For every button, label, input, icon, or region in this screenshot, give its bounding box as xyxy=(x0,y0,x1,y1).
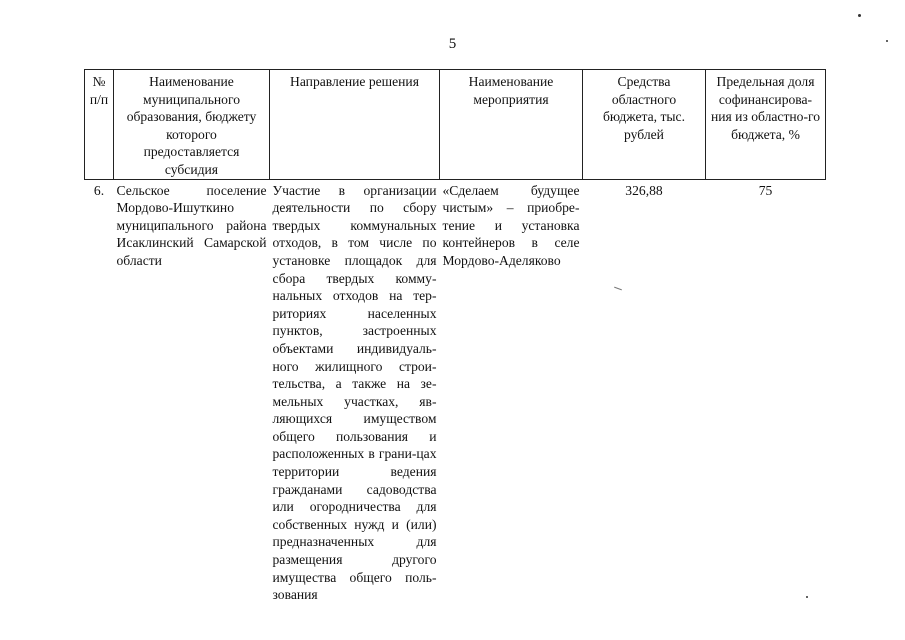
table-row xyxy=(85,179,826,604)
header-direction: Направление решения xyxy=(270,70,440,180)
scan-speck xyxy=(886,40,888,42)
header-municipality: Наименование муниципального образования, бюджету которого предоставляется субсидия xyxy=(114,70,270,180)
cell-municipality: Сельское поселение Мордово-Ишуткино муниципального района Исаклинский Самарской области xyxy=(116,182,267,268)
header-event: Наименование мероприятия xyxy=(440,70,583,180)
scan-speck xyxy=(806,596,808,598)
cell-share: 75 xyxy=(758,182,773,198)
scan-speck xyxy=(858,14,861,17)
table-header-row xyxy=(85,70,826,180)
page-number: 5 xyxy=(448,36,457,52)
header-number: № п/п xyxy=(85,70,114,180)
header-funds: Средства областного бюджета, тыс. рублей xyxy=(583,70,706,180)
header-share: Предельная доля софинансирова-ния из областно-го бюджета, % xyxy=(706,70,826,180)
cell-funds: 326,88 xyxy=(625,182,663,198)
cell-event: «Сделаем будущее чистым» – приобре-тение и установка контейнеров в селе Мордово-Аделяково xyxy=(442,182,580,268)
cell-direction: Участие в организации деятельности по сбору твердых коммунальных отходов, в том числе по установке площадок для сбора твердых комму-нальных отходов на тер-риториях населенных пунктов, застроенных объектами индивидуаль-ного жилищного строи-тельства, а также на зе-мельных участках, яв-ляющихся имуществом общего пользования и расположенных в грани-цах территории ведения гражданами садоводства или огородничества для собственных нужд и (или) предназначенных для размещения другого имущества общего поль-зования xyxy=(272,182,437,603)
cell-number: 6. xyxy=(93,182,105,198)
subsidy-table xyxy=(84,69,826,604)
